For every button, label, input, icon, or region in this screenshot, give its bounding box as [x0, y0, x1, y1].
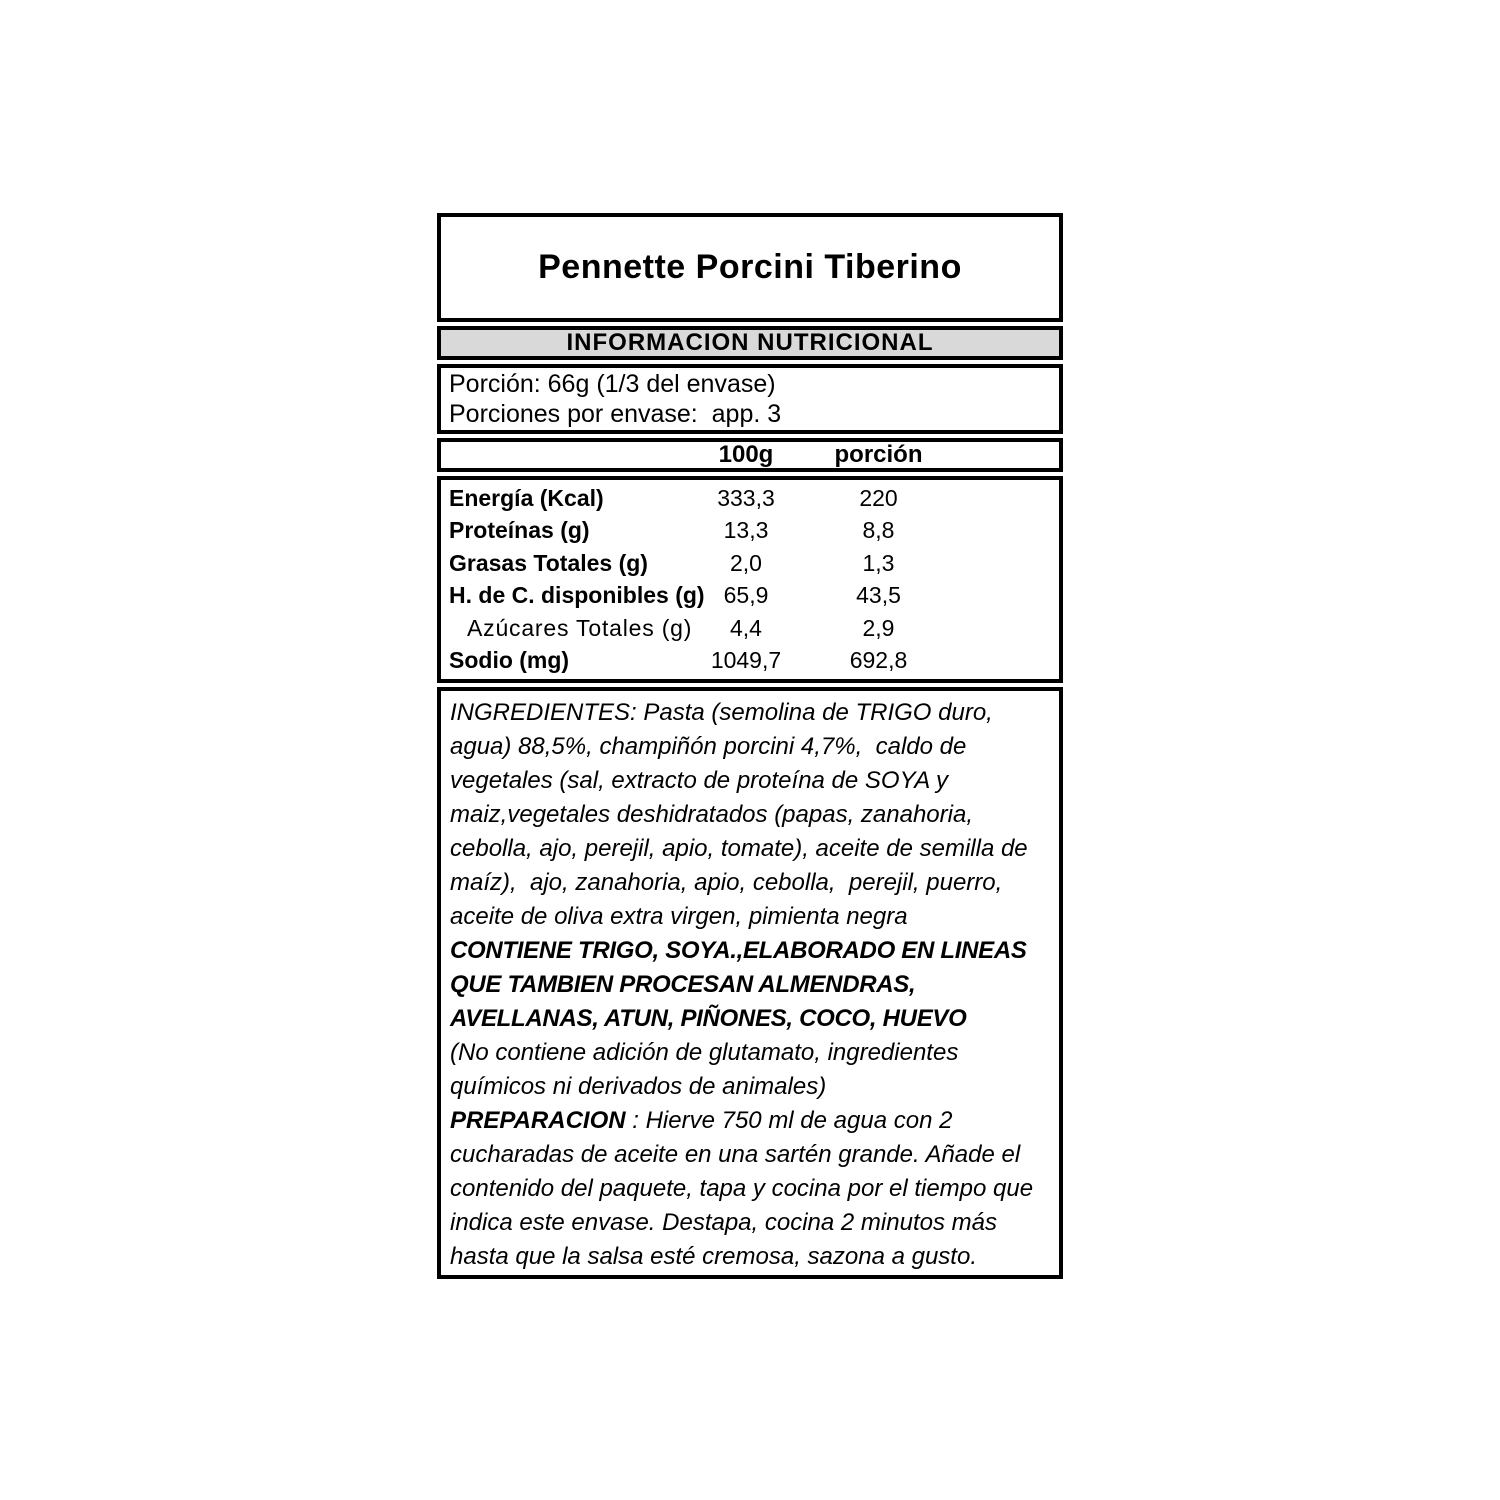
nutrient-per100: 13,3 — [723, 517, 769, 544]
nutrition-header-bar — [437, 326, 1063, 360]
table-row-azucares — [441, 612, 1059, 645]
table-row-grasas — [441, 547, 1059, 580]
nutrient-per100: 4,4 — [730, 614, 762, 641]
nutrient-table — [437, 476, 1063, 683]
product-title: Pennette Porcini Tiberino — [538, 248, 962, 286]
column-header-100g: 100g — [718, 441, 774, 468]
nutrition-label — [437, 213, 1063, 1283]
nutrient-per100: 65,9 — [723, 582, 769, 609]
table-row-proteinas — [441, 515, 1059, 548]
details-box — [437, 687, 1063, 1279]
nutrient-label: Proteínas (g) — [449, 517, 590, 544]
table-row-sodio — [441, 645, 1059, 678]
serving-box — [437, 364, 1063, 434]
preparation-body: : Hierve 750 ml de agua con 2 cucharadas de aceite en una sartén grande. Añade el contenido del paquete, tapa y cocina por el tiempo que indica este envase. Destapa, cocina 2 minutos más hasta que la salsa esté cremosa, sazona a gusto. — [450, 1107, 1040, 1270]
nutrient-label: Azúcares Totales (g) — [467, 614, 693, 641]
nutrient-portion: 692,8 — [849, 647, 908, 674]
note-text: (No contiene adición de glutamato, ingredientes químicos ni derivados de animales) — [450, 1039, 965, 1100]
preparation-label: PREPARACION — [450, 1107, 626, 1134]
ingredients-text: INGREDIENTES: Pasta (semolina de TRIGO duro, agua) 88,5%, champiñón porcini 4,7%, caldo de vegetales (sal, extracto de proteína de SOYA y maiz,vegetales deshidratados (papas, zanahoria, cebolla, ajo, perejil, apio, tomate), aceite de semilla de maíz), ajo, zanahoria, apio, cebolla, perejil, puerro, aceite de oliva extra virgen, pimienta negra — [450, 699, 1035, 930]
serving-size: Porción: 66g (1/3 del envase) — [449, 370, 776, 398]
column-header-porcion: porción — [834, 441, 923, 468]
nutrient-label: H. de C. disponibles (g) — [449, 582, 705, 609]
nutrition-header-title: INFORMACION NUTRICIONAL — [566, 329, 934, 356]
nutrient-portion: 1,3 — [862, 549, 895, 576]
nutrient-portion: 2,9 — [862, 614, 895, 641]
table-row-carbohidratos — [441, 580, 1059, 613]
nutrient-per100: 2,0 — [730, 549, 762, 576]
allergen-text: CONTIENE TRIGO, SOYA.,ELABORADO EN LINEAS QUE TAMBIEN PROCESAN ALMENDRAS, AVELLANAS, ATUN, PIÑONES, COCO, HUEVO — [450, 937, 1034, 1032]
nutrient-label: Sodio (mg) — [449, 647, 570, 674]
nutrient-per100: 1049,7 — [710, 647, 782, 674]
nutrient-portion: 43,5 — [856, 582, 901, 609]
table-row-energia — [441, 482, 1059, 515]
preparation-text — [450, 1104, 1050, 1274]
nutrient-portion: 220 — [859, 484, 898, 511]
product-title-box — [437, 213, 1063, 322]
nutrient-label: Energía (Kcal) — [449, 484, 604, 511]
column-header-row — [437, 438, 1063, 472]
servings-per-container: Porciones por envase: app. 3 — [449, 400, 782, 428]
nutrient-portion: 8,8 — [862, 517, 895, 544]
nutrient-label: Grasas Totales (g) — [449, 549, 648, 576]
nutrient-per100: 333,3 — [717, 484, 775, 511]
